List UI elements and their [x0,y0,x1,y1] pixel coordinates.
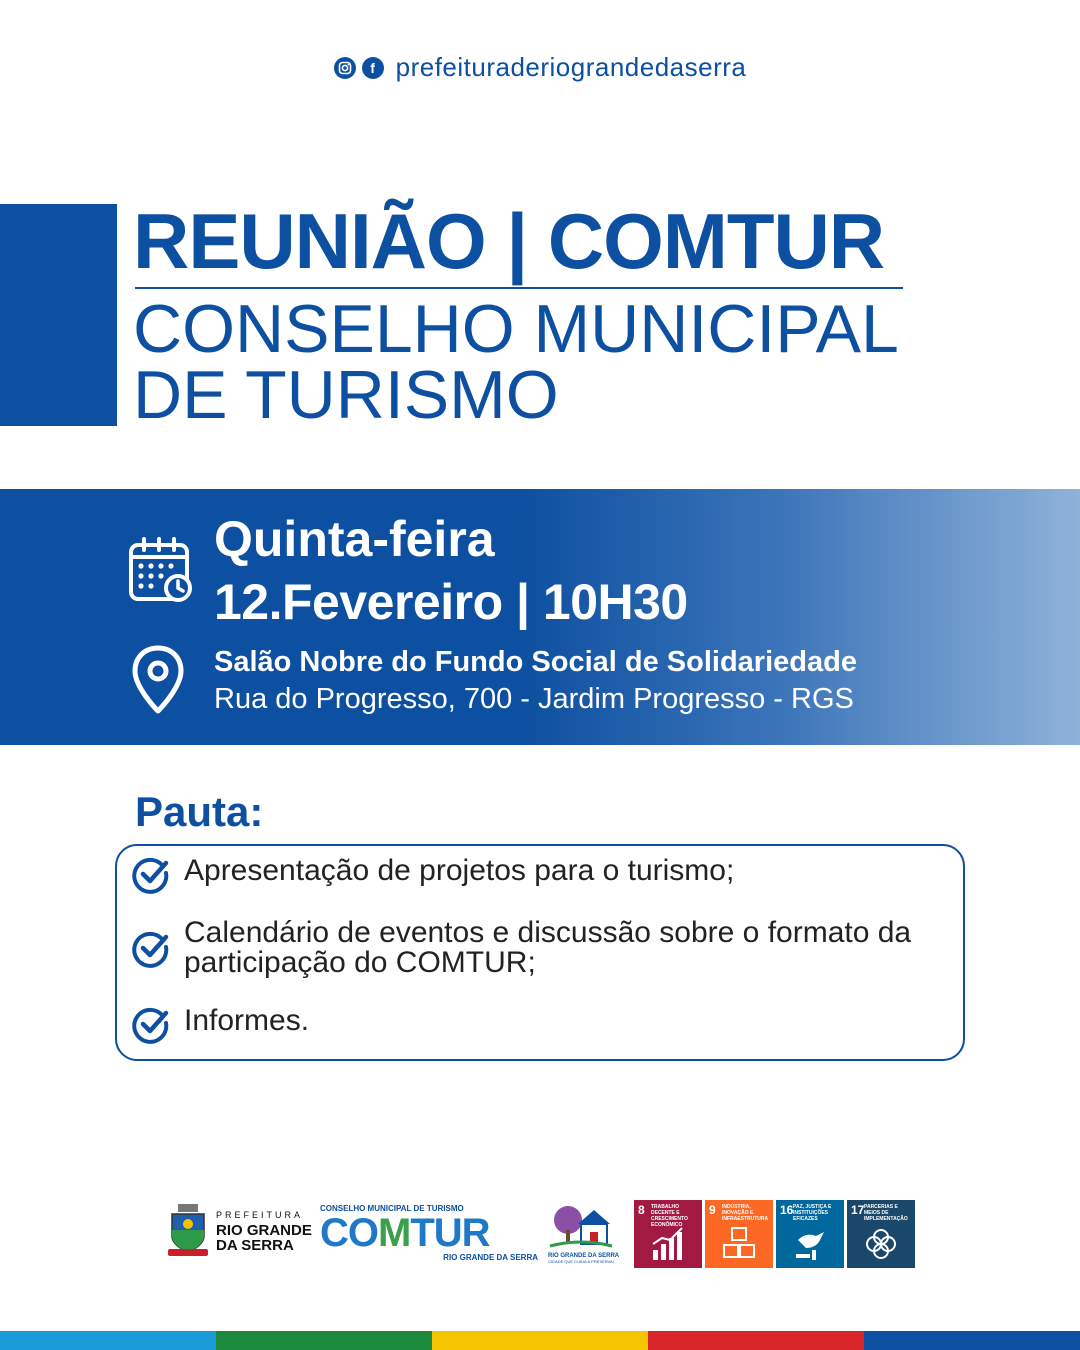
calendar-clock-icon [128,537,194,603]
event-date-time: 12.Fevereiro | 10H30 [214,574,688,630]
ods-number: 8 [638,1203,645,1217]
prefeitura-logo [166,1202,312,1258]
ods-9-badge [705,1200,773,1268]
ods-number: 9 [709,1203,716,1217]
check-circle-icon [132,930,170,968]
prefeitura-city-line-2: DA SERRA [216,1236,294,1254]
ods-17-badge [847,1200,915,1268]
page-subtitle [133,291,899,433]
header-accent-block [0,204,117,426]
stripe-segment-light-blue [0,1331,216,1350]
stripe-segment-yellow [432,1331,648,1350]
cubes-icon [721,1226,757,1262]
agenda-item-text: Calendário de eventos e discussão sobre o formato da participação do COMTUR; [184,916,912,979]
stripe-segment-blue [864,1331,1080,1350]
agenda-title: Pauta: [135,788,264,835]
ods-label: PAZ, JUSTIÇA E INSTITUIÇÕES EFICAZES [793,1204,832,1222]
city-slogan-line-1: RIO GRANDE DA SERRA [548,1253,620,1259]
subtitle-line-2: DE TURISMO [133,357,559,433]
stripe-segment-green [216,1331,432,1350]
page-title: REUNIÃO | COMTUR [133,197,885,285]
check-circle-icon [132,1006,170,1044]
location-pin-icon [130,644,186,716]
growth-chart-icon [650,1226,686,1262]
city-slogan-logo [548,1202,620,1266]
agenda-item-text: Informes. [184,1004,310,1037]
facebook-icon: f [362,57,384,79]
event-weekday: Quinta-feira [214,511,495,567]
agenda-item-text: Apresentação de projetos para o turismo; [184,854,735,887]
ods-16-badge [776,1200,844,1268]
prefeitura-city-line-1: RIO GRANDE [216,1221,312,1239]
stripe-segment-red [648,1331,864,1350]
city-house-tree-icon [548,1202,614,1248]
city-slogan-line-2: CIDADE QUE CUIDA & PRESERVA! [548,1259,614,1264]
ods-8-badge [634,1200,702,1268]
subtitle-line-1: CONSELHO MUNICIPAL [133,291,899,367]
social-handle[interactable]: prefeituraderiograndedaserra [395,52,747,82]
social-handle-row [0,52,1080,83]
comtur-logo [320,1204,538,1264]
ods-number: 16 [780,1203,794,1217]
event-address: Rua do Progresso, 700 - Jardim Progresso - RGS [214,683,854,715]
check-circle-icon [132,856,170,894]
agenda-item [132,918,954,978]
comtur-word-part-2: M [378,1211,411,1255]
comtur-word-part-3: TUR [410,1211,490,1255]
agenda-item [132,1006,954,1044]
comtur-word-part-1: CO [320,1211,378,1255]
city-crest-icon [166,1202,210,1258]
agenda-item [132,856,954,894]
comtur-logo-top: CONSELHO MUNICIPAL DE TURISMO [320,1204,464,1213]
ods-label: INDÚSTRIA, INOVAÇÃO E INFRAESTRUTURA [722,1204,769,1222]
partner-logos-row [0,1198,1080,1270]
comtur-logo-bottom: RIO GRANDE DA SERRA [443,1253,538,1262]
ods-number: 17 [851,1203,865,1217]
instagram-icon [334,57,356,79]
event-venue: Salão Nobre do Fundo Social de Solidariedade [214,646,857,678]
dove-gavel-icon [792,1226,828,1262]
ods-label: TRABALHO DECENTE E CRESCIMENTO ECONÔMICO [651,1204,688,1228]
ods-label: PARCERIAS E MEIOS DE IMPLEMENTAÇÃO [864,1204,908,1222]
title-divider [135,287,903,289]
comtur-logo-word [320,1213,538,1253]
prefeitura-label: PREFEITURA [216,1209,304,1220]
partnership-rings-icon [863,1226,899,1262]
